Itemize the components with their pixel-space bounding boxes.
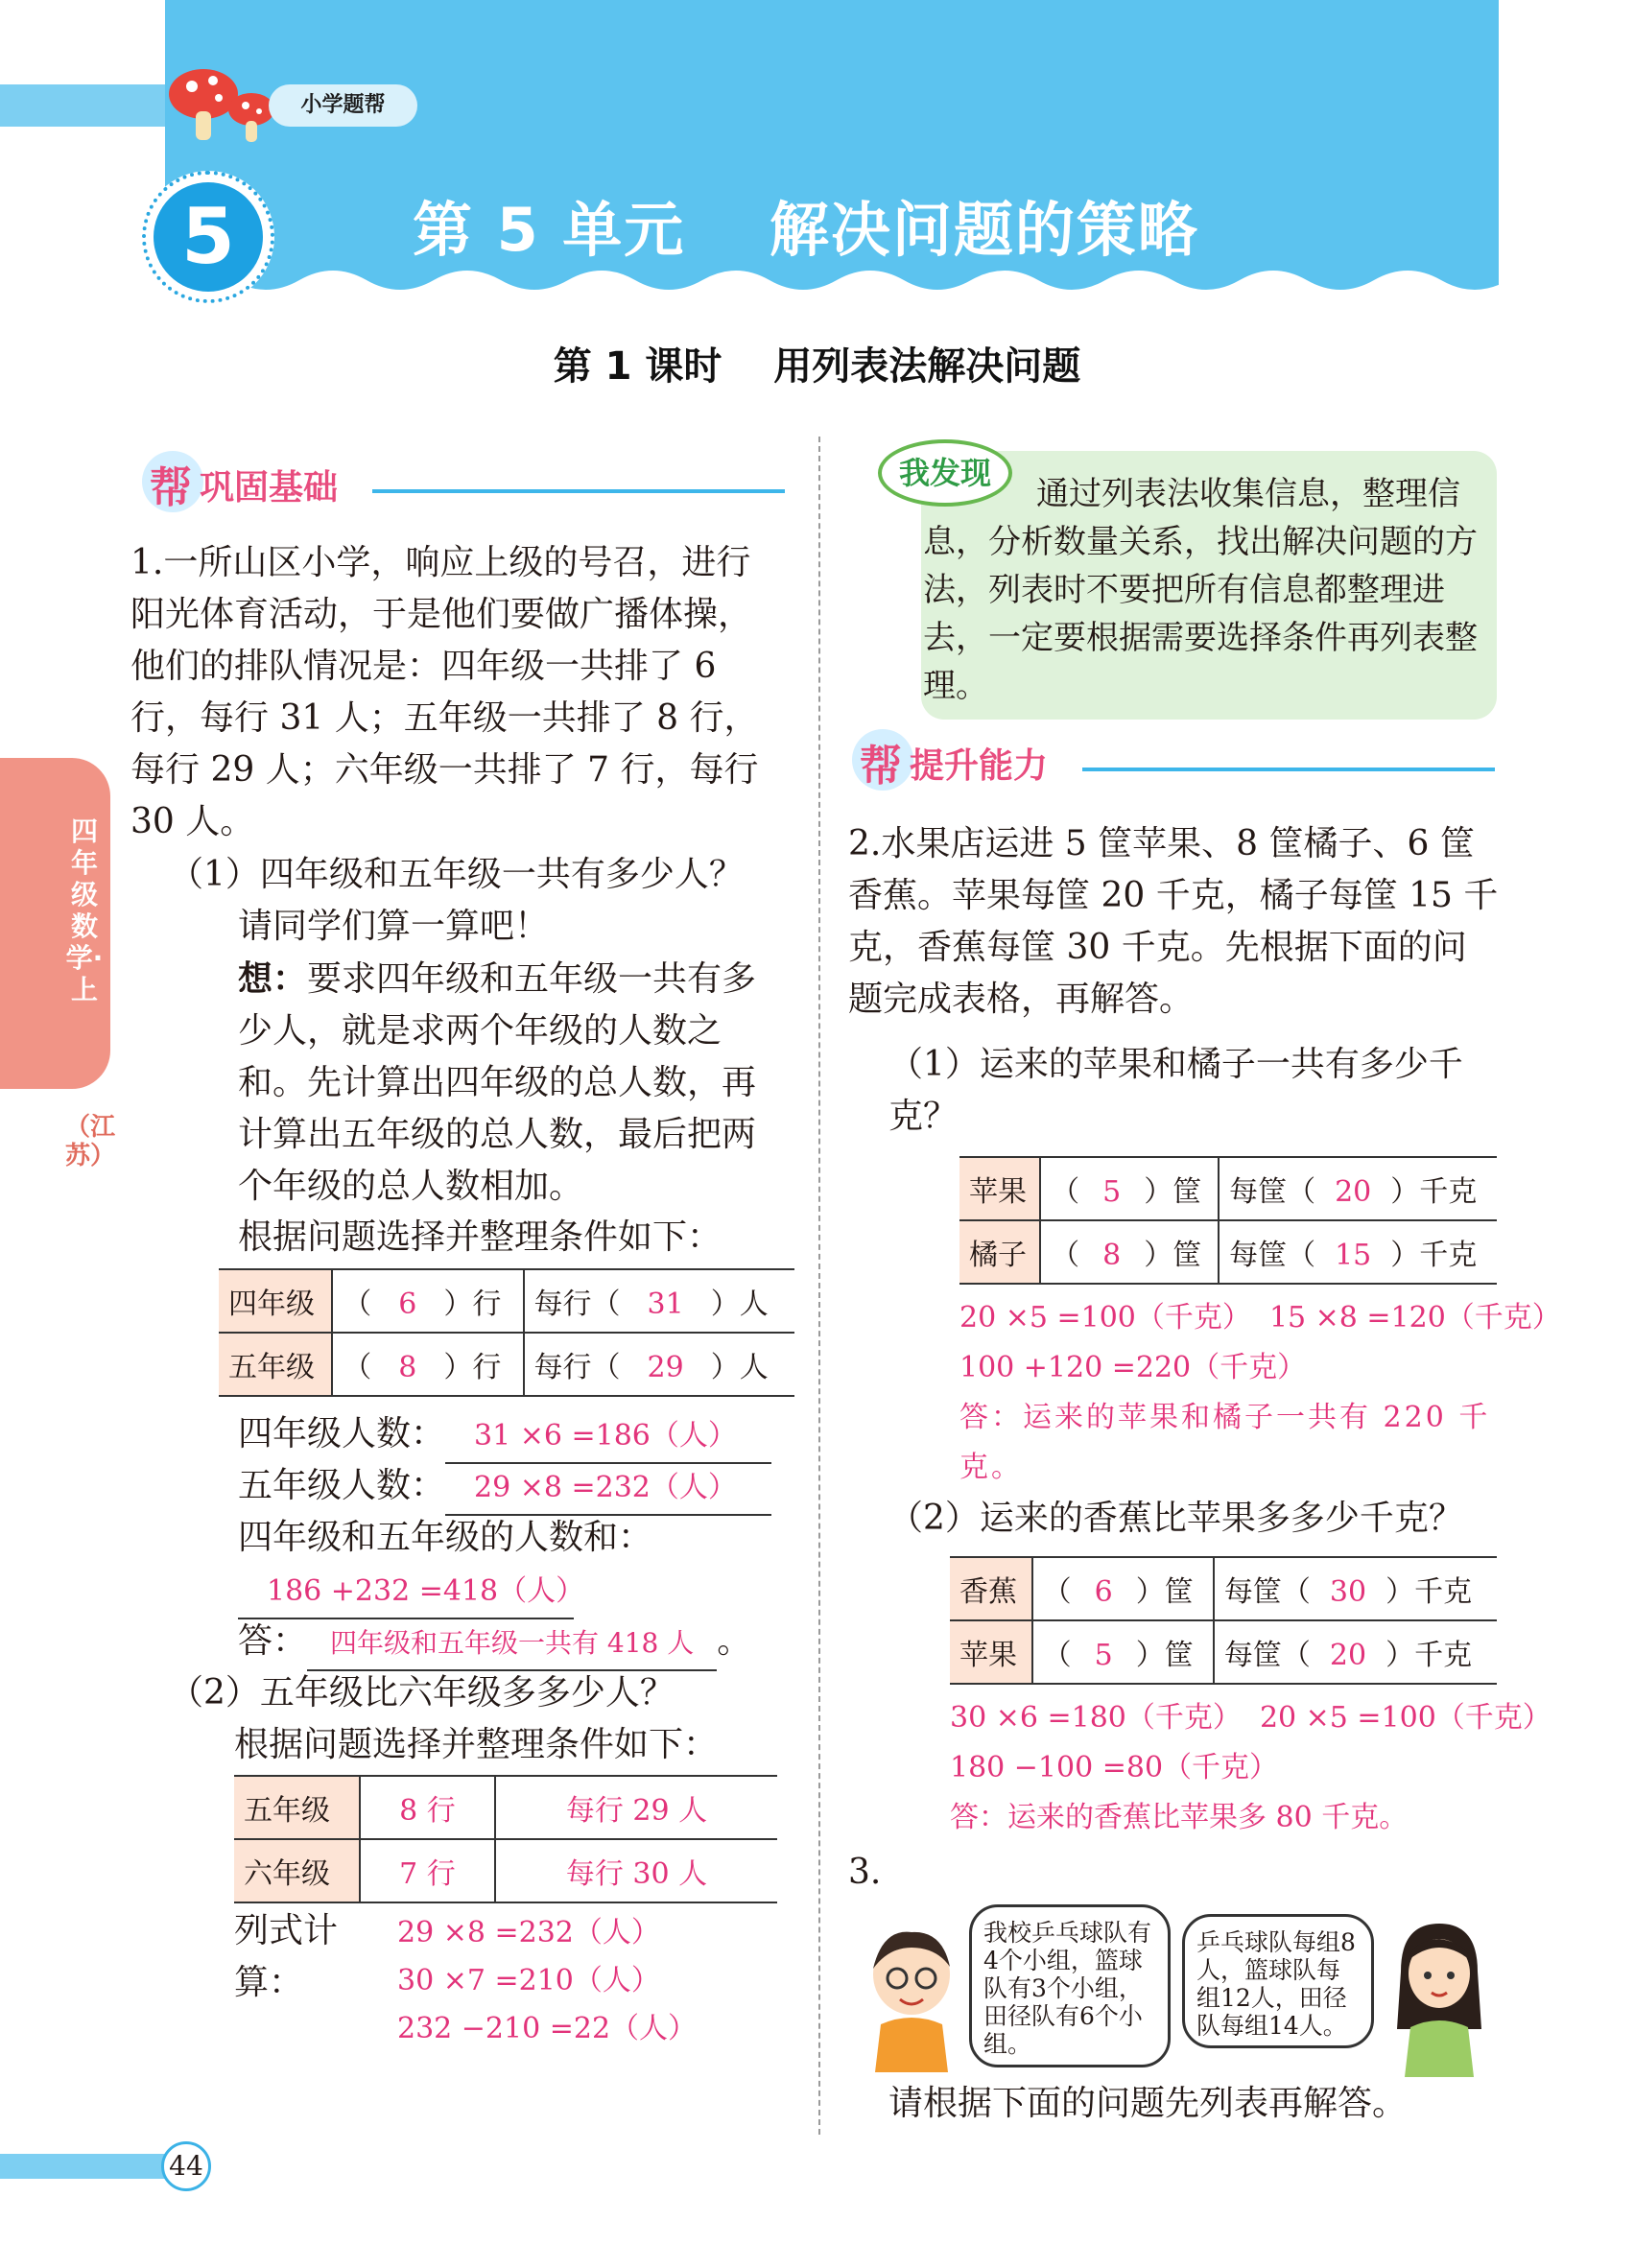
side-tab-grade: 四年级数学·上 xyxy=(65,815,104,1005)
table-cell-rows: 8 行 xyxy=(360,1776,495,1839)
q2-part1-title: （1）运来的苹果和橘子一共有多少千克？ xyxy=(888,1045,1463,1136)
section-basic xyxy=(142,451,785,512)
q3-instruction: 请根据下面的问题先列表再解答。 xyxy=(888,2084,1408,2123)
q2-stem: 水果店运进 5 筐苹果、8 筐橘子、6 筐香蕉。苹果每筐 20 千克，橘子每筐 15 千克，香蕉每筐 30 千克。先根据下面的问题完成表格，再解答。 xyxy=(848,824,1499,1019)
q2-stem-block xyxy=(848,818,1501,1026)
q1-stem-block xyxy=(130,537,783,848)
q1-answer-text: 四年级和五年级一共有 418 人 xyxy=(307,1618,717,1671)
table-cell-per: 每筐（ 20 ）千克 xyxy=(1219,1157,1497,1220)
girl-illustration-icon xyxy=(1382,1914,1497,2077)
table-cell-rows: 7 行 xyxy=(360,1839,495,1902)
answer-per: 30 xyxy=(1329,1575,1367,1609)
table-cell-per: 每行（ 31 ）人 xyxy=(524,1269,794,1333)
q1-calc-line: 30 ×7 =210（人） xyxy=(397,1964,660,1997)
table-cell-fruit: 苹果 xyxy=(950,1620,1032,1684)
q1-stem: 一所山区小学，响应上级的号召，进行阳光体育活动，于是他们要做广播体操，他们的排队情况是：四年级一共排了 6 行，每行 31 人；五年级一共排了 8 行，每行 29 人；六年级一共排了 7 行，每行 30 人。 xyxy=(130,543,759,841)
q2-p1-answer: 答：运来的苹果和橘子一共有 220 千克。 xyxy=(959,1401,1491,1484)
q2-p2-calc1: 30 ×6 =180（千克） 20 ×5 =100（千克） xyxy=(950,1701,1551,1735)
table-cell-per: 每行 29 人 xyxy=(495,1776,777,1839)
table-row xyxy=(234,1839,777,1902)
table-cell-baskets: （ 6 ）筐 xyxy=(1032,1557,1214,1620)
table-cell-baskets: （ 5 ）筐 xyxy=(1040,1157,1219,1220)
girl-speech-bubble: 乒乓球队每组8人，篮球队每组12人，田径队每组14人。 xyxy=(1182,1914,1374,2048)
q1-g5-line xyxy=(238,1460,785,1516)
q1-think-text: 要求四年级和五年级一共有多少人，就是求两个年级的人数之和。先计算出四年级的总人数，再计算出五年级的总人数，最后把两个年级的总人数相加。 xyxy=(238,959,757,1206)
table-cell-per: 每行 30 人 xyxy=(495,1839,777,1902)
table-cell-fruit: 苹果 xyxy=(959,1157,1040,1220)
section-basic-label: 巩固基础 xyxy=(200,468,339,508)
q1-g4-label: 四年级人数： xyxy=(238,1414,446,1453)
q1-sum-answer: 186 +232 =418（人） xyxy=(238,1566,574,1619)
q1-answer-line: 答： 四年级和五年级一共有 418 人 。 xyxy=(238,1616,794,1671)
mushroom-logo-icon xyxy=(163,58,278,149)
q1-table1 xyxy=(219,1268,794,1397)
answer-per: 29 xyxy=(647,1351,684,1384)
page-number: 44 xyxy=(161,2141,211,2191)
q1-table2 xyxy=(234,1775,777,1903)
q1-g5-label: 五年级人数： xyxy=(238,1466,446,1505)
q1-calc-label: 列式计算： xyxy=(234,1911,339,2002)
q2-table2 xyxy=(950,1556,1497,1685)
q2-p2-answer: 答：运来的香蕉比苹果多 80 千克。 xyxy=(950,1801,1409,1834)
q1-calc-line: 232 −210 =22（人） xyxy=(397,2012,698,2045)
lesson-title: 第 1 课时 用列表法解决问题 xyxy=(553,344,1081,389)
answer-per: 31 xyxy=(647,1288,684,1321)
q2-p1-calc2: 100 +120 =220（千克） xyxy=(959,1351,1307,1384)
table-cell-fruit: 橘子 xyxy=(959,1220,1040,1284)
table-cell-grade: 五年级 xyxy=(219,1333,332,1396)
table-cell-rows: （ 6 ）行 xyxy=(332,1269,523,1333)
table-row xyxy=(950,1620,1497,1684)
section-basic-glyph: 帮 xyxy=(150,463,192,512)
table-cell-baskets: （ 5 ）筐 xyxy=(1032,1620,1214,1684)
table-row xyxy=(959,1157,1497,1220)
table-cell-grade: 四年级 xyxy=(219,1269,332,1333)
section-advance-glyph: 帮 xyxy=(860,742,902,791)
q1-part1-title: （1）四年级和五年级一共有多少人？ xyxy=(169,855,744,894)
q2-table1 xyxy=(959,1156,1497,1285)
section-advance-label: 提升能力 xyxy=(910,746,1049,786)
answer-per: 15 xyxy=(1335,1239,1372,1272)
q2-p2-calc2: 180 −100 =80（千克） xyxy=(950,1751,1279,1784)
unit-title: 第 5 单元 解决问题的策略 xyxy=(413,195,1199,265)
q1-part1-sub: 请同学们算一算吧！ xyxy=(238,907,550,946)
table-row xyxy=(219,1333,794,1396)
answer-rows: 6 xyxy=(398,1288,417,1321)
q1-g5-answer: 29 ×8 =232（人） xyxy=(445,1462,771,1516)
q2-p1-calc1: 20 ×5 =100（千克） 15 ×8 =120（千克） xyxy=(959,1301,1561,1335)
q1-answer-label: 答： xyxy=(238,1621,308,1661)
answer-baskets: 5 xyxy=(1094,1639,1113,1672)
q1-think-label: 想： xyxy=(238,958,308,999)
answer-per: 20 xyxy=(1329,1639,1367,1672)
q1-g4-line xyxy=(238,1408,785,1464)
q2-part2-title: （2）运来的香蕉比苹果多多少千克？ xyxy=(888,1499,1463,1538)
q1-organize: 根据问题选择并整理条件如下： xyxy=(238,1217,722,1257)
table-cell-grade: 五年级 xyxy=(234,1776,360,1839)
table-row xyxy=(234,1776,777,1839)
unit-number: 5 xyxy=(154,182,263,292)
table-cell-per: 每行（ 29 ）人 xyxy=(524,1333,794,1396)
find-badge: 我发现 xyxy=(878,439,1012,507)
answer-baskets: 5 xyxy=(1102,1175,1122,1209)
table-cell-per: 每筐（ 30 ）千克 xyxy=(1214,1557,1497,1620)
q1-calc-line: 29 ×8 =232（人） xyxy=(397,1916,660,1949)
table-cell-rows: （ 8 ）行 xyxy=(332,1333,523,1396)
q1-sum-label: 四年级和五年级的人数和： xyxy=(238,1518,653,1557)
answer-per: 20 xyxy=(1335,1175,1372,1209)
table-cell-grade: 六年级 xyxy=(234,1839,360,1902)
table-cell-per: 每筐（ 15 ）千克 xyxy=(1219,1220,1497,1284)
table-row xyxy=(950,1557,1497,1620)
q1-g4-answer: 31 ×6 =186（人） xyxy=(445,1410,771,1464)
answer-rows: 8 xyxy=(398,1351,417,1384)
q3-number: 3. xyxy=(848,1853,882,1892)
table-row xyxy=(959,1220,1497,1284)
q1-number: 1. xyxy=(130,543,164,582)
answer-baskets: 6 xyxy=(1094,1575,1113,1609)
table-row xyxy=(219,1269,794,1333)
q1-organize2: 根据问题选择并整理条件如下： xyxy=(234,1725,719,1764)
q1-think xyxy=(238,953,785,1213)
side-tab-region: （江苏） xyxy=(65,1113,116,1170)
table-cell-baskets: （ 8 ）筐 xyxy=(1040,1220,1219,1284)
q1-part2-title: （2）五年级比六年级多多少人？ xyxy=(169,1673,675,1713)
answer-baskets: 8 xyxy=(1102,1239,1122,1272)
table-cell-fruit: 香蕉 xyxy=(950,1557,1032,1620)
q2-number: 2. xyxy=(848,824,882,863)
boy-speech-bubble: 我校乒乓球队有4个小组，篮球队有3个小组，田径队有6个小组。 xyxy=(969,1904,1171,2067)
table-cell-per: 每筐（ 20 ）千克 xyxy=(1214,1620,1497,1684)
brand-label: 小学题帮 xyxy=(269,84,417,127)
column-divider xyxy=(818,437,820,2135)
q1-sum-line xyxy=(238,1564,785,1619)
section-advance xyxy=(852,729,1495,791)
find-box-text: 通过列表法收集信息，整理信息，分析数量关系，找出解决问题的方法，列表时不要把所有信息都整理进去，一定要根据需要选择条件再列表整理。 xyxy=(923,475,1478,705)
boy-illustration-icon xyxy=(854,1919,969,2072)
